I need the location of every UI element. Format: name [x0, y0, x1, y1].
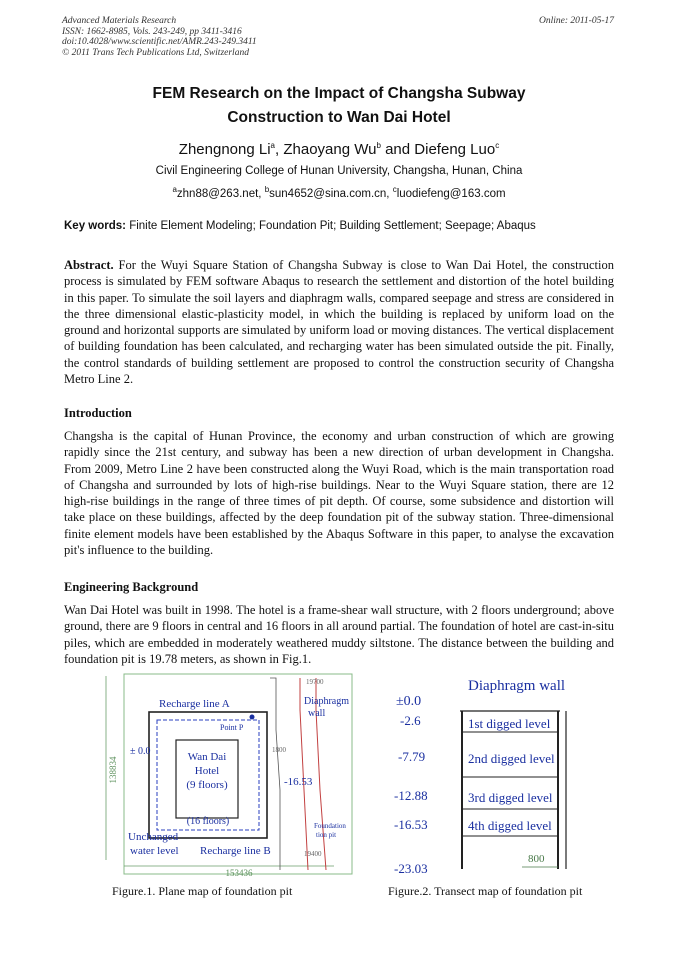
hotel-label-3: (9 floors) — [186, 779, 228, 791]
point-p-label: Point P — [220, 723, 244, 732]
digged-level-label: 1st digged level — [468, 716, 551, 731]
figure-2-transect-map — [392, 673, 612, 880]
background-heading: Engineering Background — [64, 580, 199, 594]
level-depth-label: -16.53 — [284, 776, 313, 788]
hotel-label-1: Wan Dai — [187, 751, 227, 763]
doi-line: doi:10.4028/www.scientific.net/AMR.243-249.3411 — [62, 37, 257, 47]
dim-19700: 19700 — [306, 678, 324, 686]
recharge-line-b-label: Recharge line B — [200, 845, 271, 857]
abstract — [64, 257, 614, 387]
email-address[interactable]: sun4652@sina.com.cn — [269, 187, 387, 200]
email-sup: a — [172, 185, 177, 194]
foundation-label-2: tion pit — [316, 831, 337, 839]
diaphragm-label-2: wall — [308, 708, 326, 719]
unchanged-label-1: Unchanged — [128, 831, 179, 843]
title-line-2: Construction to Wan Dai Hotel — [227, 109, 451, 126]
author-name: Diefeng Luo — [414, 141, 496, 158]
keywords-label: Key words: — [64, 220, 126, 232]
figure-1-plane-map — [94, 670, 354, 880]
elevation-label: -2.6 — [400, 713, 421, 728]
email-address[interactable]: luodiefeng@163.com — [396, 187, 506, 200]
point-p-marker — [250, 715, 255, 720]
keywords — [64, 220, 624, 232]
floors-16-label: (16 floors) — [186, 816, 230, 827]
elevation-label: -23.03 — [394, 861, 428, 876]
online-date: Online: 2011-05-17 — [538, 16, 614, 26]
introduction-heading: Introduction — [64, 406, 132, 420]
elevation-label: ±0.0 — [396, 694, 422, 709]
dim-19400: 19400 — [304, 850, 322, 858]
emails: $^a$zhn88@263.net, $^b$sun4652@sina.com.cn, $^c$luodiefeng@163.com — [172, 185, 506, 200]
level-zero-label: ± 0.0 — [130, 746, 151, 757]
recharge-line-a-label: Recharge line A — [159, 698, 230, 710]
affiliation: Civil Engineering College of Hunan University, Changsha, Hunan, China — [155, 165, 523, 177]
journal-header — [62, 16, 257, 58]
abstract-text: For the Wuyi Square Station of Changsha Subway is close to Wan Dai Hotel, the construction process is simulated by FEM software Abaqus to research the settlement and distortion of the hotel building in this paper. To simulate the soil layers and diaphragm walls, compared seepage and stress are considered in the three dimensional elastic-plasticity model, in which the building is replaced by uniform load on the ground and horizontal supports are simulated by uniform load or moving distances. The vertical displacement of building foundation has been calculated, and recharging water has been simulated outside the pit. Finally, the control standards of building settlement are proposed to control the construction security of Changsha Metro Line 2. — [64, 258, 614, 387]
title-line-1: FEM Research on the Impact of Changsha Subway — [152, 85, 526, 102]
email-sup: c — [392, 185, 397, 194]
elevation-label: -16.53 — [394, 817, 428, 832]
email-address[interactable]: zhn88@263.net — [176, 187, 259, 200]
background-text: Wan Dai Hotel was built in 1998. The hotel is a frame-shear wall structure, with 2 floors underground; above ground, there are 9 floors in central and 16 floors in all around partial. The foundation of hotel are cast-in-situ piles, which are embedded in moderately weathered muddy siltstone. The distance between the building and foundation pit is 19.78 meters, as shown in Fig.1. — [64, 603, 614, 666]
road-line-left — [270, 678, 280, 870]
digged-level-label: 4th digged level — [468, 818, 552, 833]
author-sup: c — [495, 141, 500, 150]
elevation-label: -12.88 — [394, 788, 428, 803]
dim-1800: 1800 — [272, 746, 286, 754]
hotel-label-2: Hotel — [194, 765, 220, 777]
dim-800: 800 — [528, 853, 545, 865]
author-sup: b — [376, 141, 381, 150]
paper-title — [0, 82, 678, 130]
introduction-text: Changsha is the capital of Hunan Province, the economy and urban construction of which are growing rapidly since the 21st century, and subway has been a new direction of urban development in Changsha. From 2009, Metro Line 2 have been constructed along the Wuyi Road, which is the main transportation road of Changsha and surrounded by lots of high-rise buildings. Near to the Wuyi Square station, there are 12 high-rise buildings in the range of three times of pit depth. Of course, some subsidence and distortion will take place on these buildings, affected by the deep foundation pit of the subway station. Three-dimensional finite element models have been established by the Abaqus Software in this paper, to analyse the excavation pit's influence to the building. — [64, 429, 614, 558]
figure-2-caption: Figure.2. Transect map of foundation pit — [388, 884, 583, 898]
copyright-line: © 2011 Trans Tech Publications Ltd, Switzerland — [62, 47, 249, 58]
abstract-label: Abstract. — [64, 258, 114, 272]
elevation-label: -7.79 — [398, 749, 426, 764]
digged-level-label: 3rd digged level — [468, 790, 553, 805]
issn-line: ISSN: 1662-8985, Vols. 243-249, pp 3411-3416 — [62, 26, 242, 37]
figure-1-caption: Figure.1. Plane map of foundation pit — [112, 884, 293, 898]
diaphragm-label-1: Diaphragm — [304, 696, 349, 707]
email-sup: b — [264, 185, 270, 194]
digged-level-label: 2nd digged level — [468, 751, 555, 766]
foundation-label-1: Foundation — [314, 822, 346, 830]
author-name: Zhengnong Li — [178, 141, 271, 158]
dim-138834: 138834 — [108, 756, 118, 784]
author-name: Zhaoyang Wu — [283, 141, 377, 158]
dim-153436: 153436 — [225, 868, 253, 878]
journal-name: Advanced Materials Research — [62, 16, 177, 26]
authors: Zhengnong Li$^a$, Zhaoyang Wu$^b$ and Diefeng Luo$^c$ — [178, 141, 500, 158]
transect-title: Diaphragm wall — [468, 678, 566, 694]
keywords-text: Finite Element Modeling; Foundation Pit; Building Settlement; Seepage; Abaqus — [129, 220, 536, 232]
author-sup: a — [270, 141, 275, 150]
unchanged-label-2: water level — [130, 845, 179, 857]
